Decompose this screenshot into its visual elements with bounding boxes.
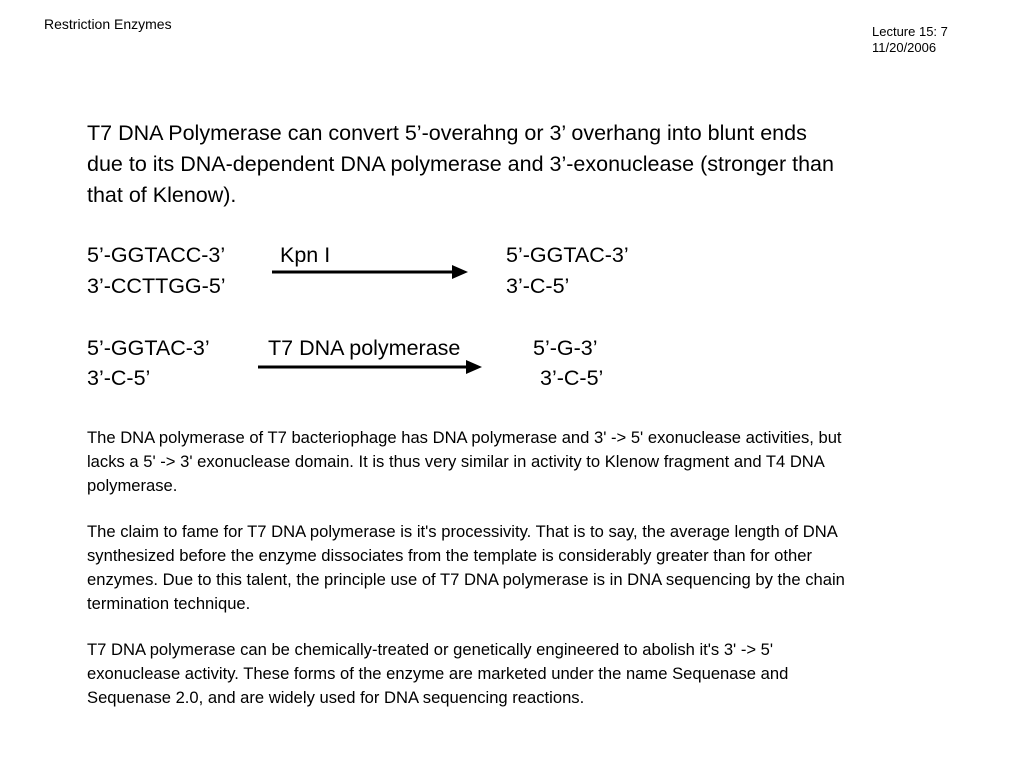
header-lecture-info bbox=[872, 24, 948, 56]
intro-text: T7 DNA Polymerase can convert 5’-overahng or 3’ overhang into blunt ends due to its DNA-dependent DNA polymerase and 3’-exonuclease (stronger than that of Klenow). bbox=[87, 121, 834, 207]
reaction1-substrate-top: 5’-GGTACC-3’ bbox=[87, 243, 226, 267]
reaction1-enzyme-label: Kpn I bbox=[280, 243, 331, 267]
paragraph-t7-activities: The DNA polymerase of T7 bacteriophage has DNA polymerase and 3' -> 5' exonuclease activities, but lacks a 5' -> 3' exonuclease domain. It is thus very similar in activity to Klenow fragment and T4 DNA polymerase. bbox=[87, 428, 842, 495]
reaction2-substrate-bottom: 3’-C-5’ bbox=[87, 366, 151, 390]
lecture-date: 11/20/2006 bbox=[872, 40, 937, 55]
reaction2-enzyme-label: T7 DNA polymerase bbox=[268, 336, 461, 360]
reaction2-arrow-icon bbox=[256, 357, 486, 377]
paragraph-sequenase: T7 DNA polymerase can be chemically-treated or genetically engineered to abolish it's 3' -> 5' exonuclease activity. These forms of the enzyme are marketed under the name Sequenase and Sequenase 2.0, and are widely used for DNA sequencing reactions. bbox=[87, 640, 789, 707]
reaction1-product-bottom: 3’-C-5’ bbox=[506, 274, 570, 298]
paragraph-t7-processivity: The claim to fame for T7 DNA polymerase is it's processivity. That is to say, the average length of DNA synthesized before the enzyme dissociates from the template is considerably greater than for other enzymes. Due to this talent, the principle use of T7 DNA polymerase is in DNA sequencing by the chain termination technique. bbox=[87, 522, 845, 613]
reaction2-product-top: 5’-G-3’ bbox=[533, 336, 598, 360]
reaction2-product-bottom: 3’-C-5’ bbox=[540, 366, 604, 390]
reaction1-arrow-icon bbox=[270, 262, 470, 282]
header-topic: Restriction Enzymes bbox=[44, 16, 172, 32]
reaction1-substrate-bottom: 3’-CCTTGG-5’ bbox=[87, 274, 226, 298]
reaction2-substrate-top: 5’-GGTAC-3’ bbox=[87, 336, 210, 360]
lecture-number: Lecture 15: 7 bbox=[872, 24, 948, 39]
reaction1-product-top: 5’-GGTAC-3’ bbox=[506, 243, 629, 267]
